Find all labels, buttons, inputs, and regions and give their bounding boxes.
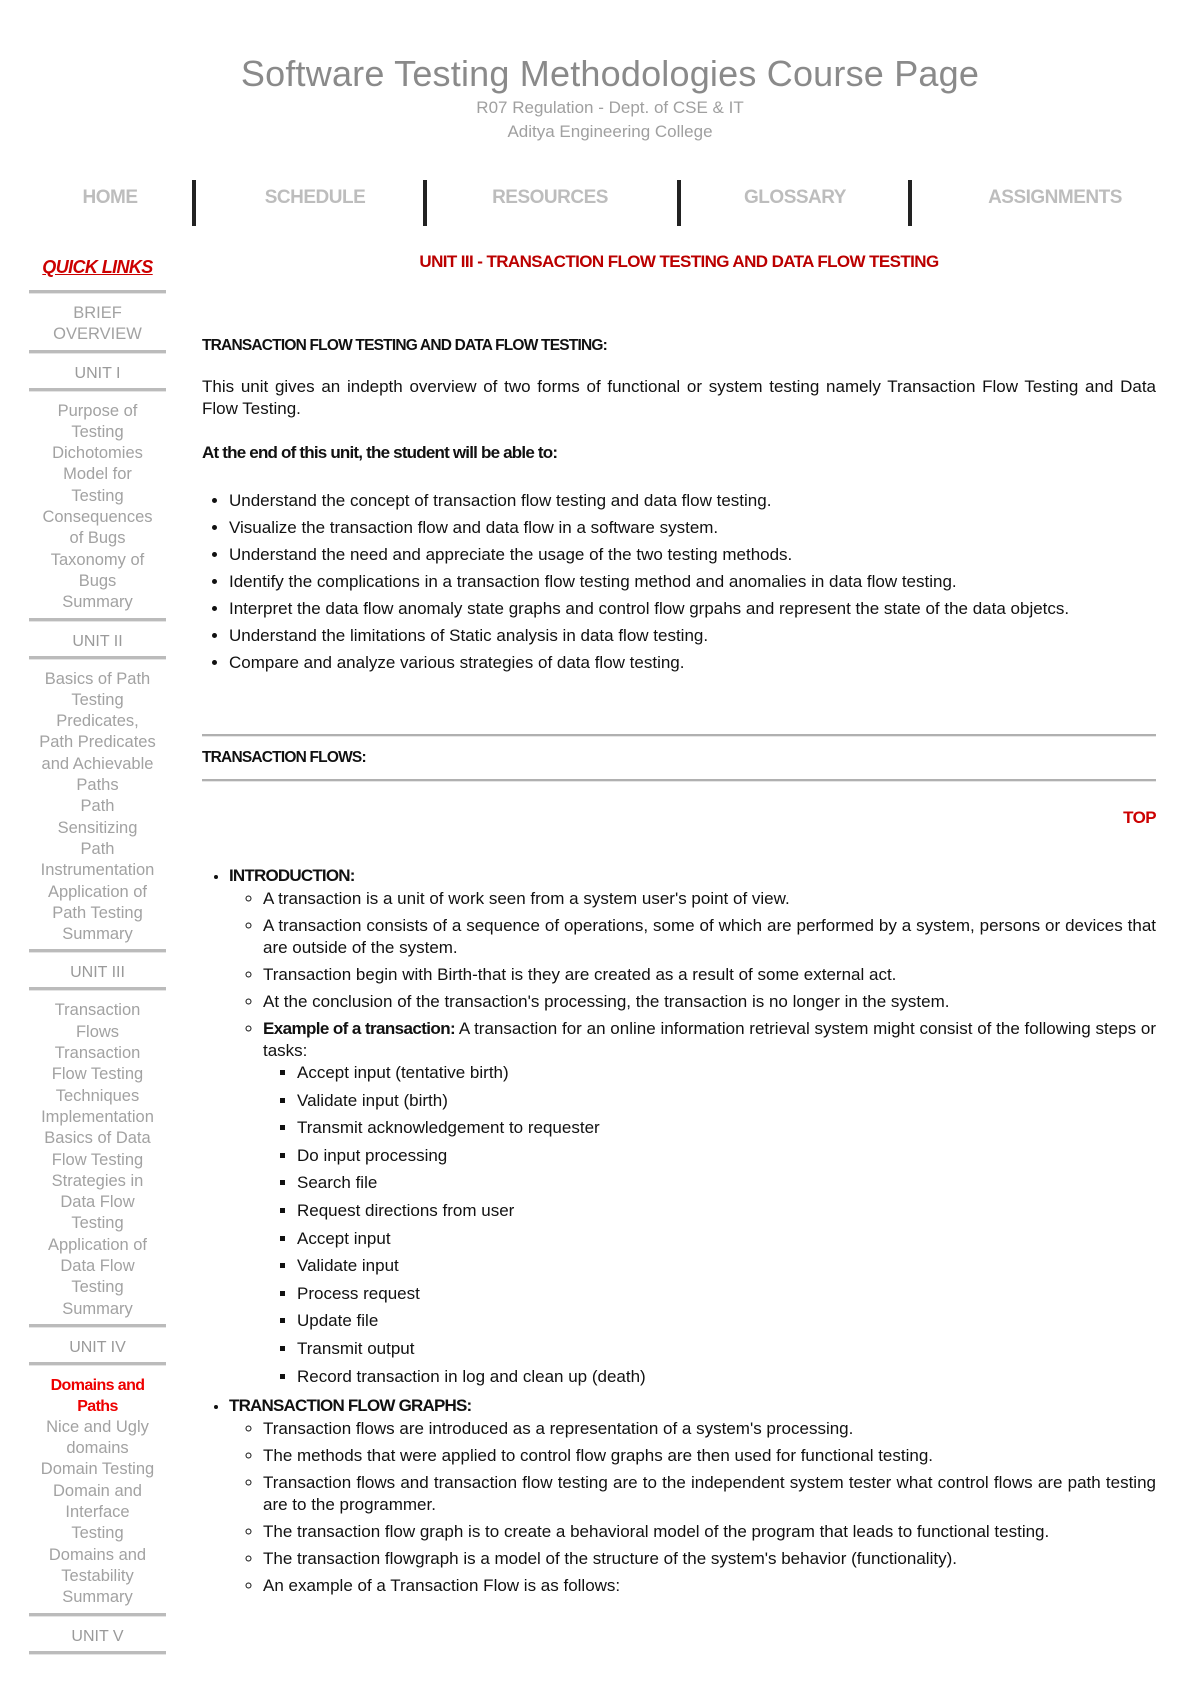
sidebar-link[interactable]: Transaction <box>54 1001 141 1020</box>
quick-links-sidebar <box>29 250 166 1664</box>
example-text: A transaction for an online information retrieval system might consist of the following steps or tasks: <box>263 1019 1156 1060</box>
sidebar-divider <box>29 388 166 392</box>
sidebar-link-text: BRIEF <box>73 304 122 322</box>
sidebar-unit-4[interactable]: UNIT IV <box>69 1338 126 1356</box>
site-subtitle-college: Aditya Engineering College <box>507 122 713 141</box>
sidebar-link[interactable]: Flow Testing <box>51 1065 144 1084</box>
section-divider <box>202 779 1156 782</box>
sidebar-divider <box>29 1324 166 1328</box>
sidebar-unit2-links <box>29 669 166 946</box>
sidebar-link[interactable]: Transaction <box>54 1044 141 1063</box>
sidebar-link[interactable]: Path <box>80 839 115 858</box>
nav-glossary[interactable]: GLOSSARY <box>744 187 846 208</box>
sidebar-link[interactable]: Predicates, <box>56 712 139 731</box>
sidebar-divider <box>29 987 166 991</box>
sidebar-link[interactable]: Path <box>80 797 115 816</box>
list-item: ▪ Record transaction in log and clean up (death) <box>297 1366 1156 1388</box>
sidebar-link[interactable]: Flow Testing <box>51 1150 144 1169</box>
unit-title: UNIT III - TRANSACTION FLOW TESTING AND DATA FLOW TESTING <box>419 252 939 271</box>
sidebar-link[interactable]: and Achievable <box>41 754 154 773</box>
page-header <box>0 52 1200 144</box>
list-item: ▪ Process request <box>297 1283 1156 1305</box>
sidebar-link[interactable]: Consequences <box>42 508 153 527</box>
sidebar-link[interactable]: Summary <box>62 1299 133 1318</box>
section-divider <box>202 734 1156 737</box>
sidebar-link-active[interactable]: Paths <box>77 1397 118 1415</box>
sidebar-link[interactable]: Testing <box>71 690 124 709</box>
sidebar-divider <box>29 1651 166 1655</box>
nav-divider <box>192 180 196 226</box>
nav-schedule[interactable]: SCHEDULE <box>264 187 366 208</box>
sidebar-divider <box>29 949 166 953</box>
list-item: ◦ The transaction flowgraph is a model of the structure of the system's behavior (functionality). <box>263 1548 1156 1570</box>
sidebar-link[interactable]: Path Predicates <box>39 733 156 752</box>
list-item: ▪ Request directions from user <box>297 1200 1156 1222</box>
list-item: ▪ Accept input (tentative birth) <box>297 1062 1156 1084</box>
list-item: ▪ Accept input <box>297 1228 1156 1250</box>
sidebar-link[interactable]: Techniques <box>55 1086 140 1105</box>
sidebar-link-active[interactable]: Domains and <box>50 1376 145 1394</box>
sidebar-link[interactable]: Nice and Ugly <box>46 1417 149 1436</box>
sidebar-link[interactable]: Instrumentation <box>40 861 155 880</box>
list-item: ▪ Transmit output <box>297 1338 1156 1360</box>
sidebar-unit3-links <box>29 1000 166 1319</box>
sidebar-link[interactable]: Paths <box>76 776 119 795</box>
section-heading-overview: TRANSACTION FLOW TESTING AND DATA FLOW TESTING: <box>202 337 607 354</box>
list-item: ◦ The transaction flow graph is to create a behavioral model of the program that leads to functional testing. <box>263 1521 1156 1543</box>
sidebar-divider <box>29 1613 166 1617</box>
sidebar-link[interactable]: Domains and <box>48 1545 147 1564</box>
sidebar-unit1-links <box>29 401 166 614</box>
sidebar-link[interactable]: Testing <box>71 486 124 505</box>
flow-graphs-heading: • TRANSACTION FLOW GRAPHS: <box>229 1395 472 1415</box>
sidebar-link[interactable]: domains <box>66 1439 129 1458</box>
sidebar-link[interactable]: Testing <box>71 1278 124 1297</box>
sidebar-link[interactable]: Summary <box>62 593 133 612</box>
list-item: • Understand the concept of transaction flow testing and data flow testing. <box>229 490 1156 512</box>
list-item: • Interpret the data flow anomaly state graphs and control flow grpahs and represent the state of the data objetcs. <box>229 598 1156 620</box>
nav-divider <box>677 180 681 226</box>
sidebar-link[interactable]: Flows <box>75 1022 120 1041</box>
transaction-flows-list <box>202 866 1156 1597</box>
sidebar-link[interactable]: Implementation <box>41 1107 154 1126</box>
sidebar-link[interactable]: Path Testing <box>52 903 143 922</box>
sidebar-link[interactable]: Summary <box>62 1588 133 1607</box>
sidebar-link[interactable]: Data Flow <box>60 1193 135 1212</box>
site-subtitle-regulation: R07 Regulation - Dept. of CSE & IT <box>476 98 744 117</box>
outcomes-list <box>202 490 1156 674</box>
list-item: • Identify the complications in a transaction flow testing method and anomalies in data flow testing. <box>229 571 1156 593</box>
sidebar-divider <box>29 656 166 660</box>
sidebar-link[interactable]: Testing <box>71 1524 124 1543</box>
list-item: ◦ Transaction flows and transaction flow testing are to the independent system tester what control flows are path testing are to the programmer. <box>263 1472 1156 1516</box>
sidebar-unit-5[interactable]: UNIT V <box>71 1627 124 1645</box>
nav-home[interactable]: HOME <box>82 187 138 208</box>
sidebar-link[interactable]: Domain and <box>53 1481 142 1500</box>
nav-resources[interactable]: RESOURCES <box>492 187 608 208</box>
nav-divider <box>908 180 912 226</box>
sidebar-link[interactable]: Sensitizing <box>57 818 138 837</box>
flow-graphs-list <box>229 1418 1156 1597</box>
sidebar-divider <box>29 1362 166 1366</box>
example-label: Example of a transaction: <box>263 1019 456 1038</box>
list-item: ◦ A transaction consists of a sequence of operations, some of which are performed by a system, persons or devices that are outside of the system. <box>263 915 1156 959</box>
list-item: ◦ Transaction begin with Birth-that is they are created as a result of some external act. <box>263 964 1156 986</box>
sidebar-link[interactable]: Application of <box>47 1235 148 1254</box>
sidebar-link[interactable]: Testing <box>71 1214 124 1233</box>
intro-section <box>229 866 1156 1388</box>
sidebar-unit-3[interactable]: UNIT III <box>70 964 125 982</box>
top-nav <box>0 178 1200 230</box>
list-item: ▪ Search file <box>297 1172 1156 1194</box>
sidebar-link[interactable]: of Bugs <box>69 529 126 548</box>
sidebar-link[interactable]: Application of <box>47 882 148 901</box>
sidebar-link-text: OVERVIEW <box>53 325 142 344</box>
list-item: ◦ At the conclusion of the transaction's processing, the transaction is no longer in the system. <box>263 991 1156 1013</box>
nav-assignments[interactable]: ASSIGNMENTS <box>988 187 1122 208</box>
list-item: • Compare and analyze various strategies of data flow testing. <box>229 652 1156 674</box>
list-item: ▪ Transmit acknowledgement to requester <box>297 1117 1156 1139</box>
list-item: • Understand the limitations of Static analysis in data flow testing. <box>229 625 1156 647</box>
sidebar-link[interactable]: Testing <box>71 422 124 441</box>
sidebar-unit-2[interactable]: UNIT II <box>72 632 123 650</box>
sidebar-link[interactable]: Dichotomies <box>52 444 143 463</box>
sidebar-divider <box>29 618 166 622</box>
quick-links-title: QUICK LINKS <box>42 257 153 277</box>
sidebar-link[interactable]: Taxonomy of <box>50 550 145 569</box>
list-item: • Understand the need and appreciate the usage of the two testing methods. <box>229 544 1156 566</box>
nav-divider <box>423 180 427 226</box>
sidebar-link[interactable]: Strategies in <box>51 1171 144 1190</box>
sidebar-link[interactable]: Summary <box>62 925 133 944</box>
sidebar-link[interactable]: Basics of Data <box>44 1129 151 1148</box>
sidebar-unit-1[interactable]: UNIT I <box>74 364 121 382</box>
site-title: Software Testing Methodologies Course Page <box>240 53 980 94</box>
list-item: ▪ Update file <box>297 1310 1156 1332</box>
sidebar-link[interactable]: Domain Testing <box>40 1460 155 1479</box>
sidebar-divider <box>29 290 166 294</box>
flow-graphs-section <box>229 1396 1156 1597</box>
sidebar-link[interactable]: Bugs <box>78 571 117 590</box>
introduction-heading: • INTRODUCTION: <box>229 866 355 885</box>
sidebar-link[interactable]: Interface <box>65 1503 130 1522</box>
introduction-list <box>229 888 1156 1388</box>
example-steps-list <box>263 1062 1156 1388</box>
section-heading-transaction-flows: TRANSACTION FLOWS: <box>202 749 366 766</box>
list-item: • Visualize the transaction flow and data flow in a software system. <box>229 517 1156 539</box>
sidebar-item-brief-overview[interactable] <box>29 303 166 346</box>
main-content <box>202 250 1156 1602</box>
list-item: ▪ Validate input (birth) <box>297 1090 1156 1112</box>
list-item: ▪ Do input processing <box>297 1145 1156 1167</box>
intro-paragraph: This unit gives an indepth overview of two forms of functional or system testing namely Transaction Flow Testing and Data Flow Testing. <box>202 377 1156 418</box>
top-link[interactable]: TOP <box>1123 808 1156 827</box>
list-item: ◦ An example of a Transaction Flow is as follows: <box>263 1575 1156 1597</box>
example-item <box>263 1018 1156 1388</box>
sidebar-link[interactable]: Data Flow <box>60 1256 135 1275</box>
list-item: ◦ Transaction flows are introduced as a representation of a system's processing. <box>263 1418 1156 1440</box>
sidebar-link[interactable]: Basics of Path <box>44 669 151 688</box>
sidebar-unit4-links <box>29 1375 166 1609</box>
sidebar-link[interactable]: Model for <box>63 465 132 484</box>
sidebar-link[interactable]: Purpose of <box>57 401 138 420</box>
list-item: ▪ Validate input <box>297 1255 1156 1277</box>
outcomes-heading: At the end of this unit, the student will be able to: <box>202 443 558 462</box>
sidebar-link[interactable]: Testability <box>61 1566 134 1585</box>
list-item: ◦ A transaction is a unit of work seen from a system user's point of view. <box>263 888 1156 910</box>
sidebar-divider <box>29 350 166 354</box>
list-item: ◦ The methods that were applied to control flow graphs are then used for functional testing. <box>263 1445 1156 1467</box>
